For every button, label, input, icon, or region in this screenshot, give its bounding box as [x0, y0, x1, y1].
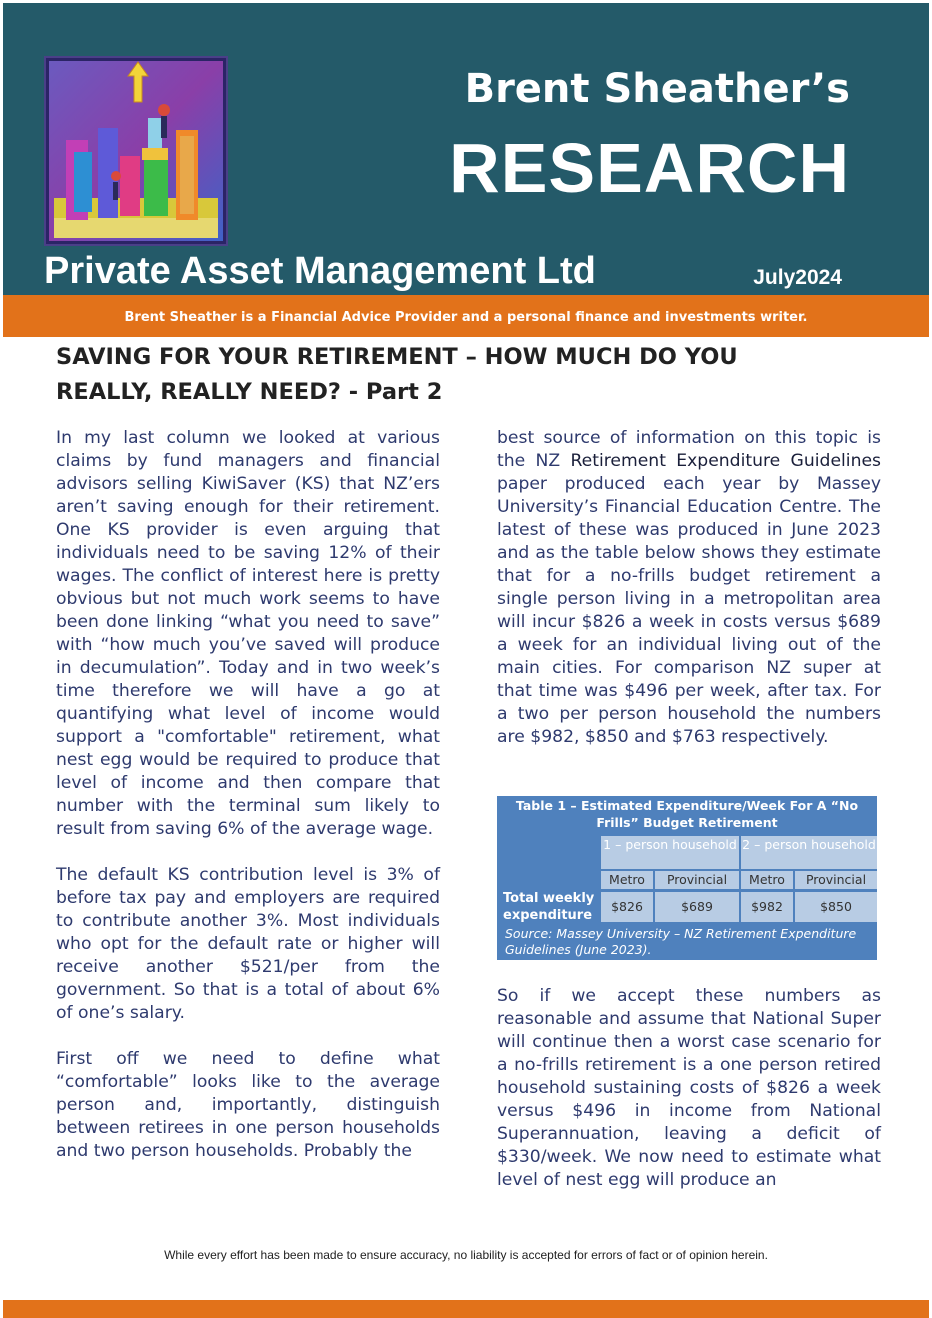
table-column-header: Provincial — [655, 871, 739, 889]
left-column — [56, 427, 440, 1163]
disclaimer: While every effort has been made to ensure accuracy, no liability is accepted for errors of fact or of opinion herein. — [164, 1248, 768, 1262]
paragraph-text: paper produced each year by Massey University’s Financial Education Centre. The latest of these was produced in June 2023 and as the table below shows they estimate that for a no-frills budget retirement a single person living in a metropolitan area will incur $826 a week in costs versus $689 a week for an individual living out of the main cities. For comparison NZ super at that time was $496 per week, after tax. For a two per person household the numbers are $982, $850 and $763 respectively. — [497, 474, 881, 747]
expenditure-table — [497, 796, 877, 960]
table-column-header: Metro — [601, 871, 653, 889]
table-cell: $826 — [601, 892, 653, 922]
logo-illustration — [46, 58, 226, 244]
headline-line1: SAVING FOR YOUR RETIREMENT – HOW MUCH DO YOU — [56, 344, 738, 370]
paragraph: The default KS contribution level is 3% of before tax pay and employers are required to contribute another 3%. Most individuals who opt for the default rate or higher will receive another $521/per from the government. So that is a total of about 6% of one’s salary. — [56, 865, 440, 1023]
footer-bar — [3, 1300, 929, 1318]
table-cell: $850 — [795, 892, 877, 922]
headline-line2: REALLY, REALLY NEED? - Part 2 — [56, 379, 443, 405]
paragraph: So if we accept these numbers as reasonable and assume that National Super will continue then a worst case scenario for a no-frills retirement is a one person retired household sustaining costs of $826 a week versus $496 in income from National Superannuation, leaving a deficit of $330/week. We now need to estimate what level of nest egg will produce an — [497, 986, 881, 1190]
paragraph: In my last column we looked at various claims by fund managers and financial advisors selling KiwiSaver (KS) that NZ’ers aren’t saving enough for their retirement. One KS provider is even arguing that individuals need to be saving 12% of their wages. The conflict of interest here is pretty obvious but not much work seems to have been done linking “what you need to save” with “how much you’ve saved will produce in decumulation”. Today and in two week’s time therefore we will have a go at quantifying what level of income would support a "comfortable" retirement, what nest egg would be required to produce that level of income and then compare that number with the terminal sum likely to result from saving 6% of the average wage. — [56, 428, 440, 839]
author-band: Brent Sheather is a Financial Advice Provider and a personal finance and investments writer. — [3, 295, 929, 337]
table-group-header: 1 – person household — [601, 836, 739, 869]
table-cell: $982 — [741, 892, 793, 922]
issue-date: July2024 — [753, 266, 842, 289]
table-caption: Table 1 – Estimated Expenditure/Week For A “No Frills” Budget Retirement — [515, 798, 859, 830]
paragraph: First off we need to define what “comfortable” looks like to the average person and, importantly, distinguish between retirees in one person households and two person households. Probably the — [56, 1049, 440, 1161]
right-column-bottom — [497, 985, 881, 1192]
article-headline — [56, 340, 886, 410]
table-column-header: Metro — [741, 871, 793, 889]
masthead-title-line2: RESEARCH — [449, 129, 850, 207]
logo-image — [44, 56, 228, 246]
company-name: Private Asset Management Ltd — [44, 250, 596, 292]
paragraph-text: best source of information on this topic is the NZ — [497, 428, 881, 471]
paragraph — [497, 427, 881, 749]
guidelines-title: Retirement Expenditure Guidelines — [570, 451, 881, 471]
table-column-header: Provincial — [795, 871, 877, 889]
right-column-top — [497, 427, 881, 749]
table-row-label: Total weekly expenditure — [503, 891, 595, 923]
masthead-title-line1: Brent Sheather’s — [464, 66, 850, 112]
table-source: Source: Massey University – NZ Retirement Expenditure Guidelines (June 2023). — [505, 926, 857, 957]
table-group-header: 2 – person household — [741, 836, 877, 869]
table-cell: $689 — [655, 892, 739, 922]
